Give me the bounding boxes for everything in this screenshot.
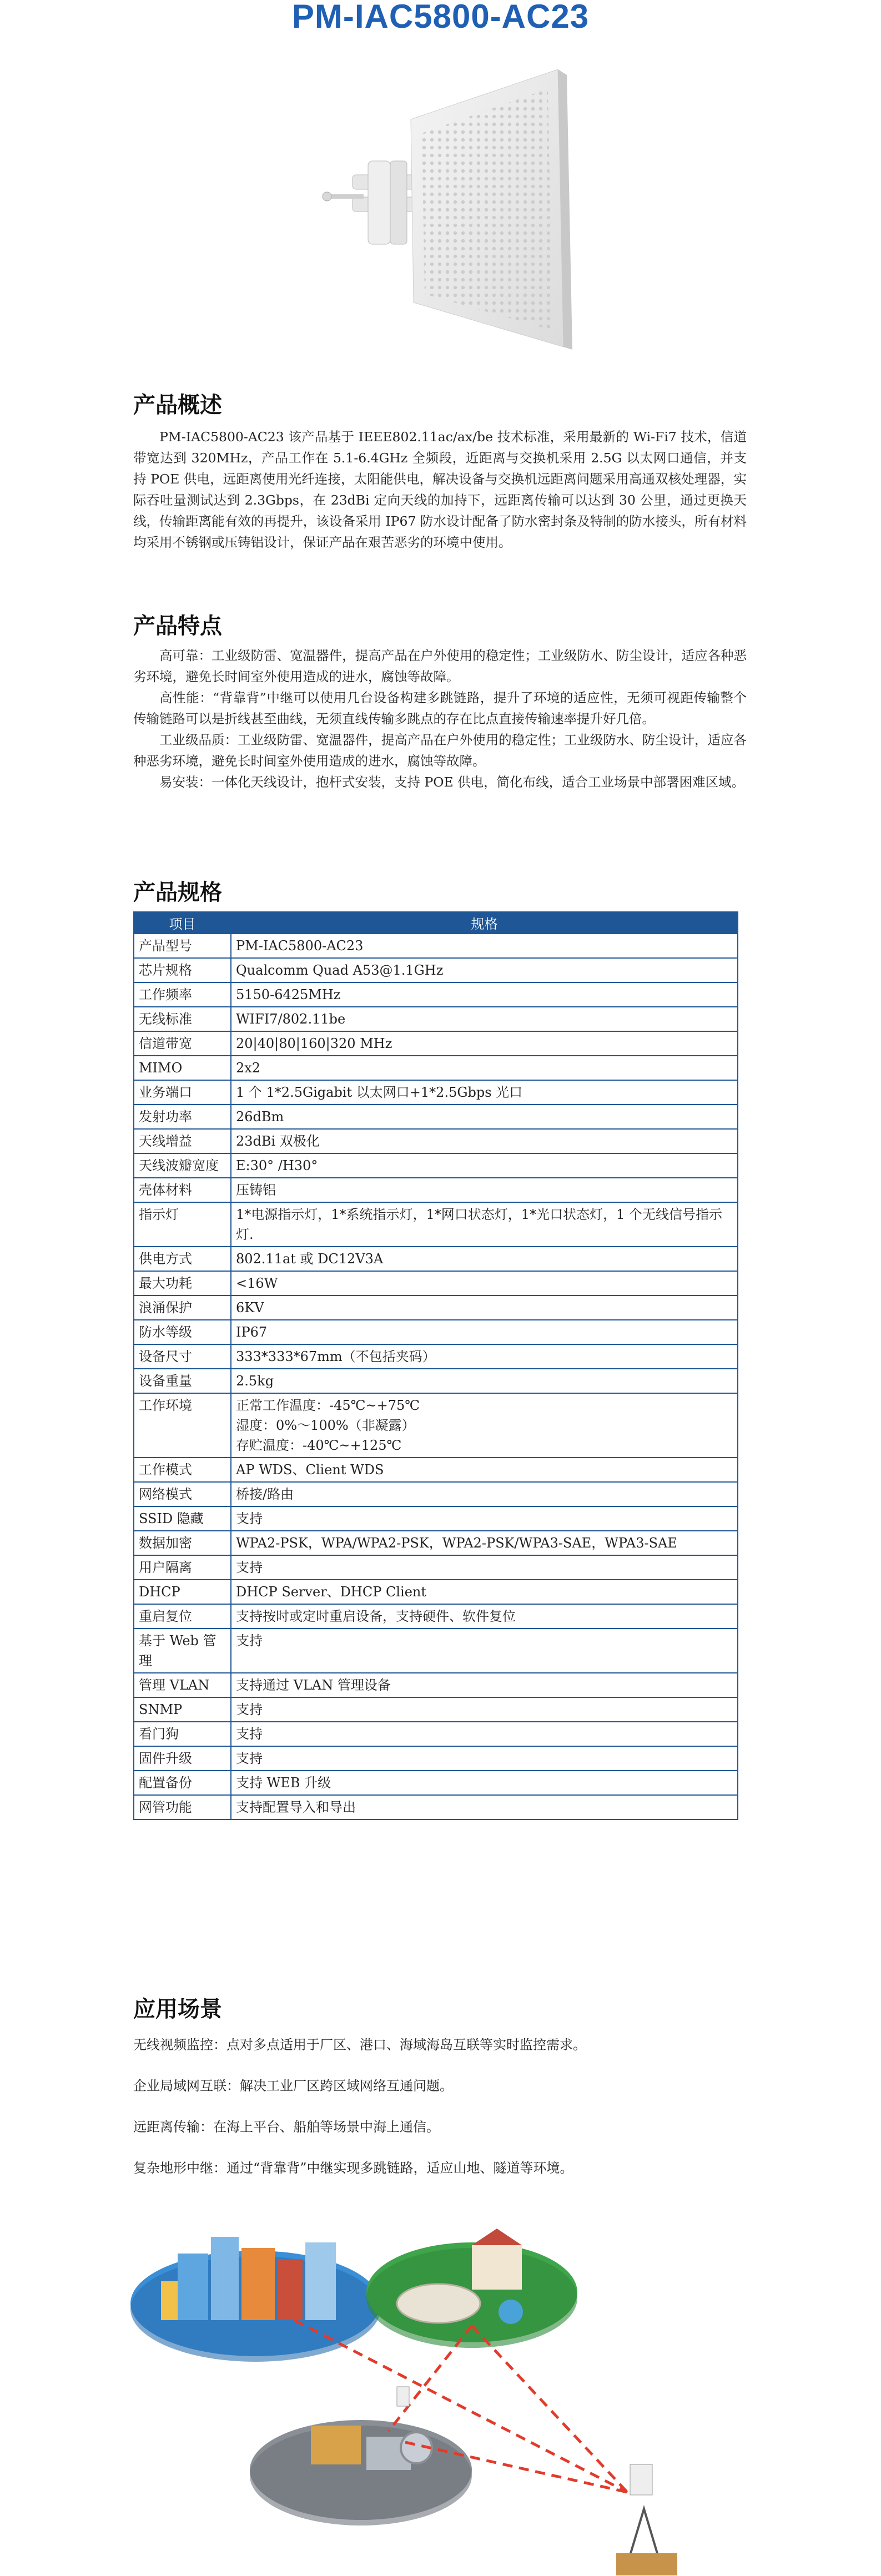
spec-label: 配置备份 [134,1771,231,1795]
spec-label: 浪涌保护 [134,1295,231,1320]
feature-item: 易安装：一体化天线设计，抱杆式安装，支持 POE 供电，简化布线，适合工业场景中部署困难区域。 [159,774,745,790]
spec-label: 工作频率 [134,982,231,1007]
spec-value [231,1604,738,1629]
spec-row [134,1320,738,1344]
spec-value-line: 支持配置导入和导出 [236,1799,356,1815]
spec-value-line: 1 个 1*2.5Gigabit 以太网口+1*2.5Gbps 光口 [236,1085,523,1100]
spec-value [231,1531,738,1555]
spec-label: 网络模式 [134,1482,231,1506]
spec-value [231,1129,738,1153]
spec-row [134,1056,738,1080]
spec-label: 指示灯 [134,1202,231,1247]
spec-table-header [134,912,738,934]
spec-label: 看门狗 [134,1722,231,1746]
spec-value [231,1344,738,1369]
spec-value [231,1746,738,1771]
spec-value-line: WIFI7/802.11be [236,1011,346,1027]
spec-value-line: 5150-6425MHz [236,987,341,1002]
spec-value-line: 2x2 [236,1060,261,1076]
spec-row [134,1482,738,1506]
spec-row [134,1722,738,1746]
features-heading: 产品特点 [133,613,222,639]
scene-item: 企业局域网互联：解决工业厂区跨区域网络互通问题。 [133,2078,453,2094]
spec-value-line: 支持按时或定时重启设备，支持硬件、软件复位 [236,1609,516,1624]
spec-label: 天线增益 [134,1129,231,1153]
spec-label: 基于 Web 管理 [134,1629,231,1673]
spec-label: 工作模式 [134,1458,231,1482]
spec-row [134,1673,738,1697]
spec-label: 设备尺寸 [134,1344,231,1369]
spec-row [134,1202,738,1247]
spec-label: 壳体材料 [134,1178,231,1202]
spec-value [231,1771,738,1795]
spec-label: 产品型号 [134,934,231,958]
spec-row [134,1555,738,1580]
features-text [133,645,747,793]
spec-label: DHCP [134,1580,231,1604]
spec-value [231,1629,738,1673]
spec-row [134,958,738,982]
spec-row [134,1629,738,1673]
spec-value-line: 支持 [236,1633,263,1649]
spec-label: 最大功耗 [134,1271,231,1295]
specs-heading: 产品规格 [133,880,222,905]
spec-value [231,1320,738,1344]
spec-value [231,1031,738,1056]
park-island [366,2229,577,2348]
overview-text [133,426,747,553]
spec-value [231,1178,738,1202]
spec-label: 重启复位 [134,1604,231,1629]
spec-label: 用户隔离 [134,1555,231,1580]
scene-item: 无线视频监控：点对多点适用于厂区、港口、海域海岛互联等实时监控需求。 [133,2037,586,2053]
spec-value-line: 1*电源指示灯，1*系统指示灯，1*网口状态灯，1*光口状态灯，1 个无线信号指示灯. [236,1207,722,1242]
spec-row [134,1007,738,1031]
spec-row [134,1080,738,1105]
spec-value-line: 存贮温度：-40℃~+125℃ [236,1438,402,1453]
product-image [319,58,575,358]
spec-value-line: 26dBm [236,1109,284,1125]
spec-value [231,1202,738,1247]
spec-value-line: 支持 [236,1511,263,1526]
spec-row [134,1697,738,1722]
spec-value [231,1080,738,1105]
spec-row [134,1153,738,1178]
spec-value-line: 支持 [236,1560,263,1575]
spec-label: 管理 VLAN [134,1673,231,1697]
spec-value-line: 23dBi 双极化 [236,1133,320,1149]
spec-value [231,1555,738,1580]
scene-item: 远距离传输：在海上平台、船舶等场景中海上通信。 [133,2119,440,2135]
col-spec-header: 规格 [231,912,738,934]
spec-value-line: 20|40|80|160|320 MHz [236,1036,392,1051]
spec-row [134,1178,738,1202]
factory-island [250,2420,472,2525]
spec-label: SSID 隐藏 [134,1506,231,1531]
mount-bracket [323,161,419,244]
spec-row [134,1031,738,1056]
page-title: PM-IAC5800-AC23 [291,0,590,35]
spec-value [231,1105,738,1129]
spec-value [231,1295,738,1320]
feature-item: 高可靠：工业级防雷、宽温器件，提高产品在户外使用的稳定性；工业级防水、防尘设计，适应各种恶劣环境，避免长时间室外使用造成的进水，腐蚀等故障。 [133,648,747,684]
spec-value [231,1153,738,1178]
feature-item: 工业级品质：工业级防雷、宽温器件，提高产品在户外使用的稳定性；工业级防水、防尘设计，适应各种恶劣环境，避免长时间室外使用造成的进水，腐蚀等故障。 [133,732,747,769]
spec-value-line: 支持 WEB 升级 [236,1775,331,1791]
spec-value-line: 333*333*67mm（不包括夹码） [236,1349,436,1364]
spec-row [134,1746,738,1771]
spec-value [231,1007,738,1031]
spec-label: 固件升级 [134,1746,231,1771]
spec-value-line: AP WDS、Client WDS [236,1462,384,1478]
spec-value [231,1369,738,1393]
spec-row [134,1295,738,1320]
spec-row [134,934,738,958]
scenes-heading: 应用场景 [133,1997,222,2022]
spec-value [231,1722,738,1746]
spec-value-line: WPA2-PSK，WPA/WPA2-PSK，WPA2-PSK/WPA3-SAE，WPA3-SAE [236,1535,677,1551]
spec-label: 数据加密 [134,1531,231,1555]
spec-value [231,1458,738,1482]
spec-value [231,1673,738,1697]
spec-value [231,1393,738,1458]
spec-value-line: 支持 [236,1726,263,1742]
spec-value-line: Qualcomm Quad A53@1.1GHz [236,962,444,978]
spec-row [134,1604,738,1629]
scene-item: 复杂地形中继：通过“背靠背”中继实现多跳链路，适应山地、隧道等环境。 [133,2160,573,2176]
spec-row [134,1393,738,1458]
spec-value [231,1271,738,1295]
feature-item: 高性能：“背靠背”中继可以使用几台设备构建多跳链路，提升了环境的适应性，无须可视距传输整个传输链路可以是折线甚至曲线，无须直线传输多跳点的存在比点直接传输速率提升好几倍。 [133,690,747,727]
spec-row [134,1795,738,1819]
spec-value-line: PM-IAC5800-AC23 [236,938,364,954]
spec-value-line: 桥接/路由 [236,1486,294,1502]
spec-row [134,1771,738,1795]
tower-icon [616,2509,677,2575]
spec-label: 业务端口 [134,1080,231,1105]
spec-label: 无线标准 [134,1007,231,1031]
spec-value [231,1247,738,1271]
spec-value-line: 正常工作温度：-45℃~+75℃ [236,1398,420,1413]
spec-value-line: <16W [236,1276,278,1291]
spec-value-line: 支持 [236,1702,263,1717]
scenes-list [133,2034,744,2199]
spec-table [133,911,738,1820]
spec-label: 工作环境 [134,1393,231,1458]
spec-row [134,1580,738,1604]
spec-value-line: 6KV [236,1300,264,1315]
spec-value [231,1056,738,1080]
spec-row [134,982,738,1007]
spec-value-line: DHCP Server、DHCP Client [236,1584,426,1600]
spec-label: 设备重量 [134,1369,231,1393]
network-scene-illustration [128,2220,738,2575]
spec-row [134,1105,738,1129]
spec-row [134,1369,738,1393]
spec-value-line: 2.5kg [236,1373,274,1389]
spec-value [231,982,738,1007]
spec-label: SNMP [134,1697,231,1722]
spec-value [231,1506,738,1531]
spec-row [134,1458,738,1482]
spec-row [134,1129,738,1153]
spec-row [134,1247,738,1271]
spec-row [134,1271,738,1295]
overview-heading: 产品概述 [133,392,222,418]
spec-row [134,1344,738,1369]
spec-label: 防水等级 [134,1320,231,1344]
spec-value-line: 支持通过 VLAN 管理设备 [236,1677,391,1693]
spec-value-line: 支持 [236,1751,263,1766]
spec-label: 网管功能 [134,1795,231,1819]
spec-value [231,1580,738,1604]
spec-value [231,934,738,958]
spec-value-line: 压铸铝 [236,1182,276,1198]
spec-value [231,1482,738,1506]
spec-label: 天线波瓣宽度 [134,1153,231,1178]
spec-label: 芯片规格 [134,958,231,982]
spec-value-line: 湿度：0%～100%（非凝露） [236,1418,415,1433]
spec-value-line: IP67 [236,1324,268,1340]
spec-label: MIMO [134,1056,231,1080]
spec-value-line: E:30° /H30° [236,1158,318,1173]
spec-row [134,1506,738,1531]
city-island [130,2237,380,2362]
spec-value [231,1697,738,1722]
col-item-header: 项目 [134,912,231,934]
spec-value [231,958,738,982]
overview-paragraph: PM-IAC5800-AC23 该产品基于 IEEE802.11ac/ax/be 技术标准，采用最新的 Wi-Fi7 技术，信道带宽达到 320MHz，产品工作在 5.1-6.4GHz 全频段，近距离与交换机采用 2.5G 以太网口通信，并支持 POE 供电，远距离使用光纤连接，太阳能供电，解决设备与交换机远距离问题采用高通双核处理器，实际吞吐量测试达到 2.3Gbps，在 23dBi 定向天线的加持下，远距离传输可以达到 30 公里，通过更换天线，传输距离能有效的再提升，该设备采用 IP67 防水设计配备了防水密封条及特制的防水接头，所有材料均采用不锈钢或压铸铝设计，保证产品在艰苦恶劣的环境中使用。 [133,429,747,550]
spec-label: 供电方式 [134,1247,231,1271]
spec-label: 发射功率 [134,1105,231,1129]
spec-value [231,1795,738,1819]
spec-value-line: 802.11at 或 DC12V3A [236,1251,384,1267]
spec-row [134,1531,738,1555]
spec-label: 信道带宽 [134,1031,231,1056]
